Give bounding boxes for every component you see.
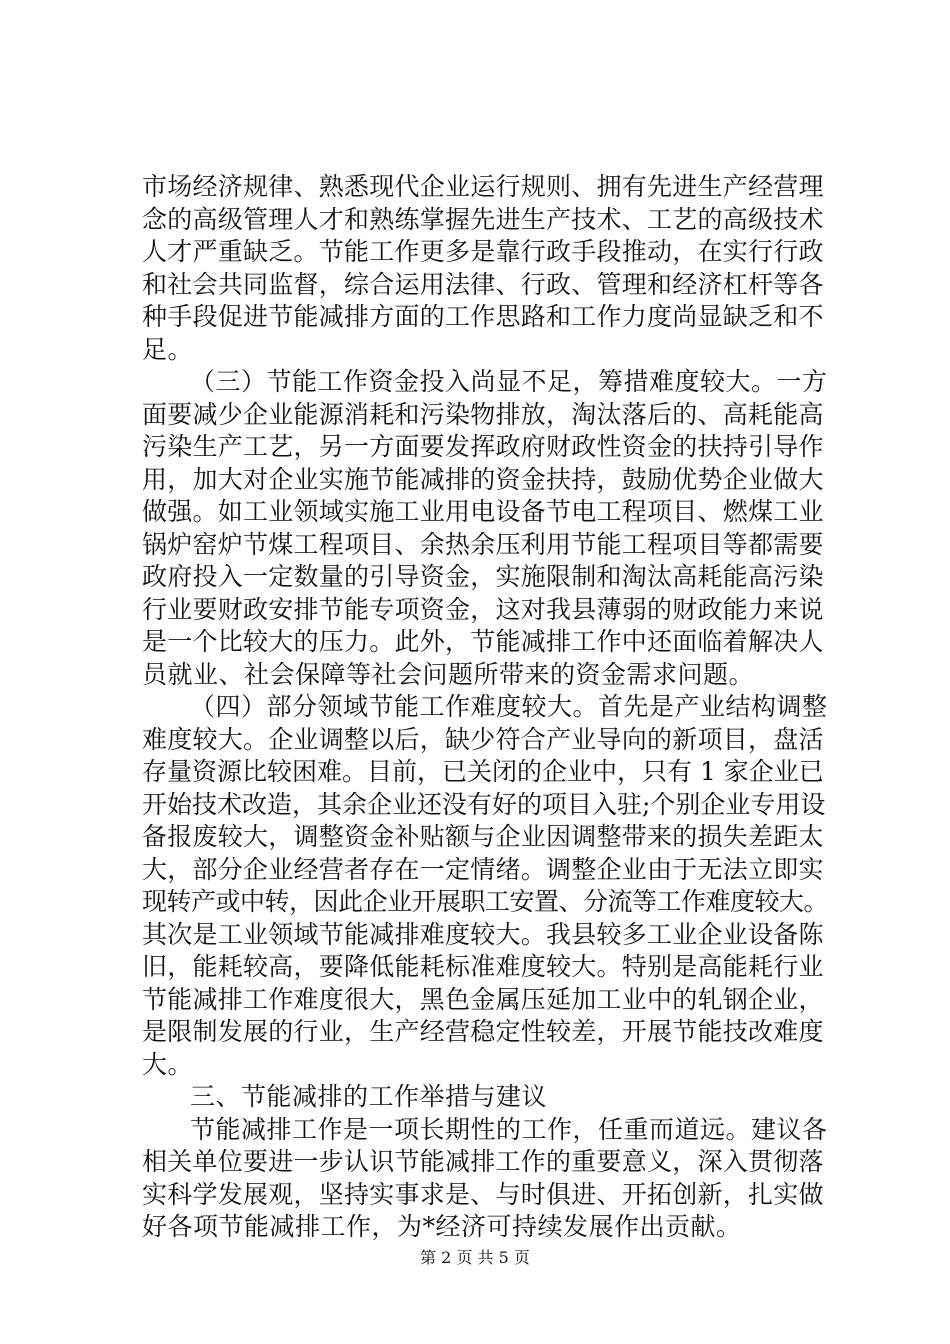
text-line: 节能减排工作难度很大，黑色金属压延加工业中的轧钢企业，	[142, 984, 824, 1014]
text-line: 念的高级管理人才和熟练掌握先进生产技术、工艺的高级技术	[142, 204, 824, 234]
text-line: 其次是工业领域节能减排难度较大。我县较多工业企业设备陈	[142, 919, 824, 949]
text-line: （三）节能工作资金投入尚显不足，筹措难度较大。一方	[190, 367, 828, 396]
page-footer: 第 2 页 共 5 页	[420, 1248, 530, 1267]
text-line: 市场经济规律、熟悉现代企业运行规则、拥有先进生产经营理	[142, 172, 824, 201]
text-line: 大。	[142, 1049, 194, 1079]
text-line: 相关单位要进一步认识节能减排工作的重要意义，深入贯彻落	[142, 1147, 824, 1176]
text-line: 存量资源比较困难。目前，已关闭的企业中，只有 1 家企业已	[142, 757, 824, 786]
text-line: 开始技术改造，其余企业还没有好的项目入驻;个别企业专用设	[142, 789, 826, 819]
text-line: 人才严重缺乏。节能工作更多是靠行政手段推动，在实行行政	[142, 237, 824, 266]
text-line: 现转产或中转，因此企业开展职工安置、分流等工作难度较大。	[142, 887, 829, 916]
text-line: 是一个比较大的压力。此外，节能减排工作中还面临着解决人	[142, 627, 824, 656]
text-line: 大，部分企业经营者存在一定情绪。调整企业由于无法立即实	[142, 854, 824, 884]
text-line: 好各项节能减排工作，为*经济可持续发展作出贡献。	[142, 1212, 742, 1241]
text-line: 政府投入一定数量的引导资金，实施限制和淘汰高耗能高污染	[142, 562, 824, 591]
text-line: 和社会共同监督，综合运用法律、行政、管理和经济杠杆等各	[142, 269, 824, 299]
text-line: 是限制发展的行业，生产经营稳定性较差，开展节能技改难度	[142, 1017, 824, 1046]
text-line: 难度较大。企业调整以后，缺少符合产业导向的新项目，盘活	[142, 724, 824, 754]
text-line: 面要减少企业能源消耗和污染物排放，淘汰落后的、高耗能高	[142, 399, 824, 429]
text-line: （四）部分领域节能工作难度较大。首先是产业结构调整	[190, 692, 828, 721]
text-line: 实科学发展观，坚持实事求是、与时俱进、开拓创新，扎实做	[142, 1179, 824, 1209]
text-line: 足。	[142, 334, 194, 364]
text-line: 旧，能耗较高，要降低能耗标准难度较大。特别是高能耗行业	[142, 952, 824, 981]
text-line: 做强。如工业领域实施工业用电设备节电工程项目、燃煤工业	[142, 497, 824, 526]
text-line: 行业要财政安排节能专项资金，这对我县薄弱的财政能力来说	[142, 594, 824, 624]
text-line: 种手段促进节能减排方面的工作思路和工作力度尚显缺乏和不	[142, 302, 824, 331]
text-line: 用，加大对企业实施节能减排的资金扶持，鼓励优势企业做大	[142, 464, 824, 494]
text-line: 污染生产工艺，另一方面要发挥政府财政性资金的扶持引导作	[142, 432, 824, 461]
text-line: 备报废较大，调整资金补贴额与企业因调整带来的损失差距太	[142, 822, 824, 851]
text-line: 锅炉窑炉节煤工程项目、余热余压利用节能工程项目等都需要	[142, 529, 824, 559]
body-text	[142, 171, 830, 1244]
text-line: 节能减排工作是一项长期性的工作，任重而道远。建议各	[190, 1114, 828, 1144]
text-line: 三、节能减排的工作举措与建议	[190, 1082, 548, 1111]
text-line: 员就业、社会保障等社会问题所带来的资金需求问题。	[142, 659, 755, 689]
